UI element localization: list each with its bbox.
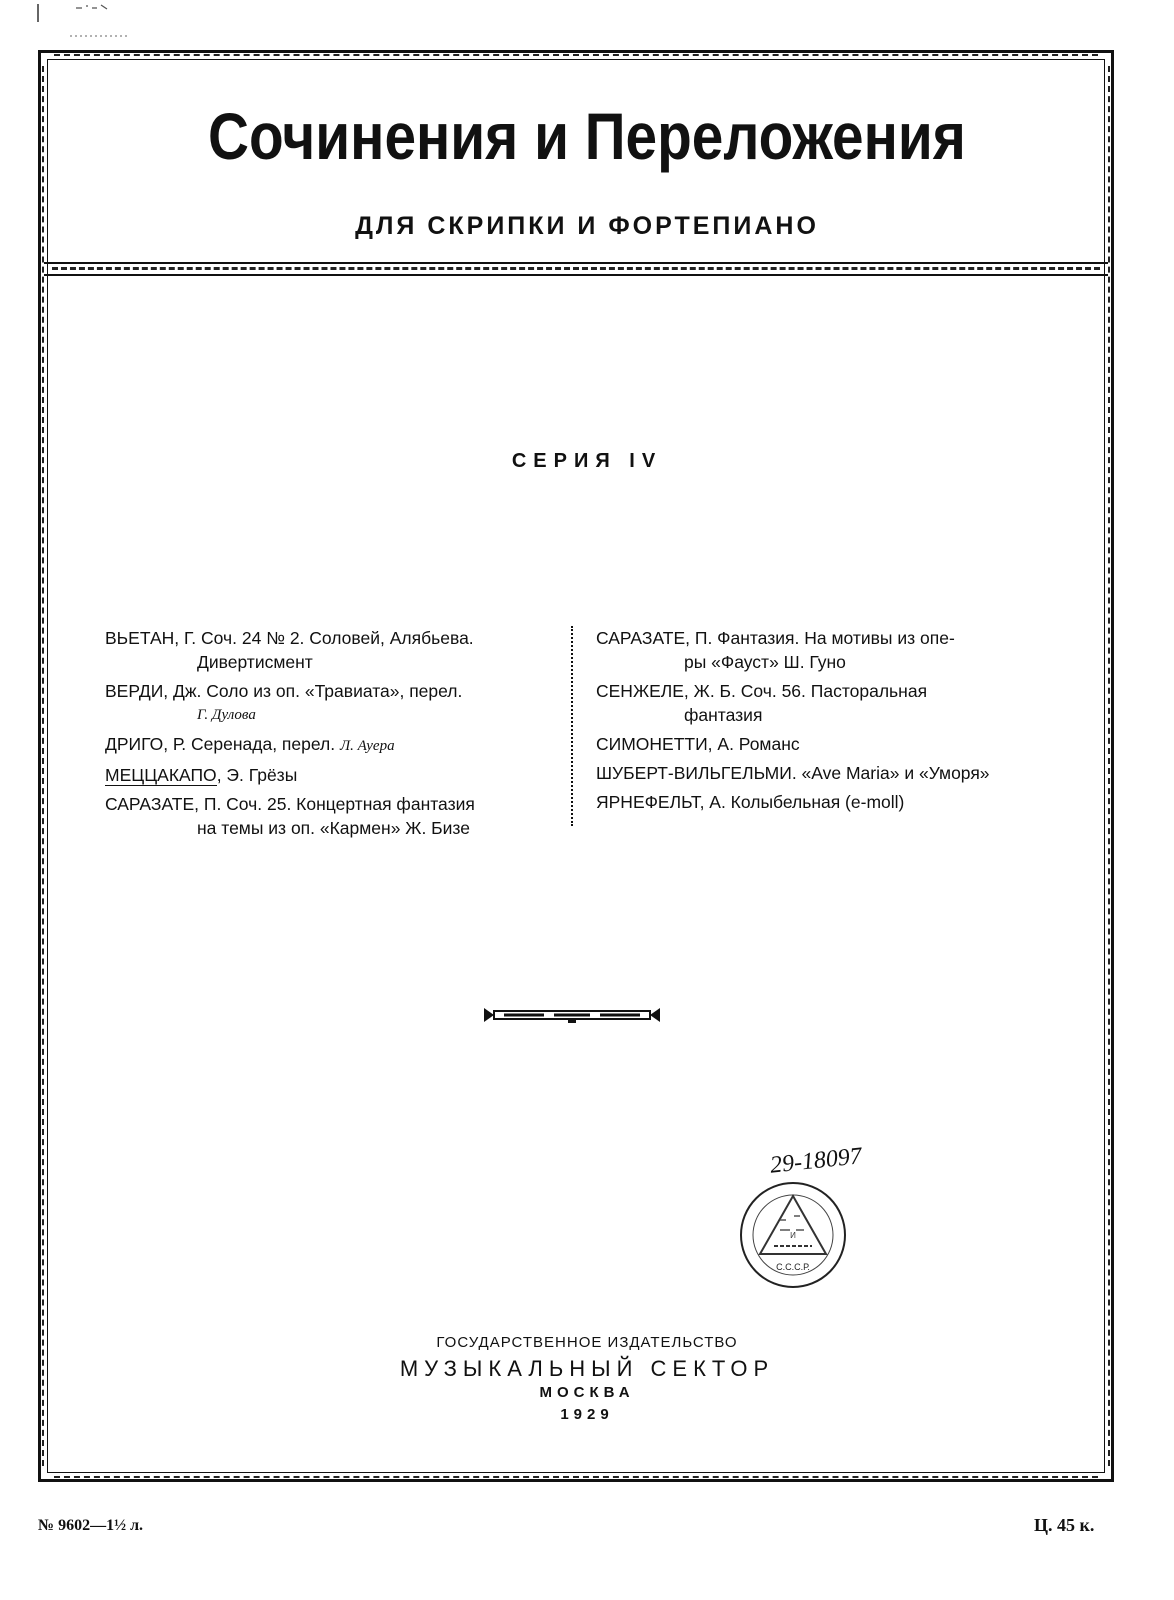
list-item (596, 679, 1046, 727)
entry-arranger: Л. Ауера (339, 738, 395, 754)
publication-year: 1929 (560, 1406, 614, 1423)
price: Ц. 45 к. (1034, 1515, 1095, 1535)
contents-right-column (596, 626, 1046, 819)
list-item (596, 790, 1046, 814)
header-divider-band (44, 262, 1108, 276)
series-label: СЕРИЯ IV (511, 450, 663, 472)
entry-text: ДРИГО, Р. Серенада, перел. (105, 734, 340, 754)
library-stamp (738, 1180, 848, 1290)
page-subtitle: ДЛЯ СКРИПКИ И ФОРТЕПИАНО (355, 212, 819, 240)
top-frame-ornament (54, 54, 1098, 56)
ornament-divider (484, 1006, 660, 1024)
entry-text: САРАЗАТЕ, П. Соч. 25. Концертная фантазия (105, 794, 475, 814)
right-frame-ornament (1108, 66, 1110, 1466)
list-item (596, 761, 1046, 785)
left-frame-ornament (42, 66, 44, 1466)
page-title: Сочинения и Переложения (208, 99, 966, 173)
entry-continuation: на темы из оп. «Кармен» Ж. Бизе (197, 818, 470, 838)
entry-continuation: Дивертисмент (197, 652, 313, 672)
entry-text: ВЕРДИ, Дж. Соло из оп. «Травиата», перел. (105, 681, 463, 701)
stamp-text: С.С.С.Р. (776, 1262, 810, 1272)
entry-composer-underlined: МЕЦЦАКАПО (105, 765, 217, 785)
entry-text: ВЬЕТАН, Г. Соч. 24 № 2. Соловей, Алябьева. (105, 628, 474, 648)
list-item (105, 763, 557, 787)
list-item (596, 626, 1046, 674)
handwritten-inventory-number: 29-18097 (768, 1143, 864, 1179)
bottom-frame-ornament (54, 1476, 1098, 1478)
svg-text:И: И (790, 1231, 796, 1240)
entry-text: , Э. Грёзы (216, 765, 298, 785)
entry-text: САРАЗАТЕ, П. Фантазия. На мотивы из опе- (596, 628, 955, 648)
column-divider (571, 626, 573, 826)
entry-text: ШУБЕРТ-ВИЛЬГЕЛЬМИ. «Ave Maria» и «Уморя» (596, 763, 990, 783)
entry-continuation: фантазия (684, 705, 763, 725)
entry-text: СИМОНЕТТИ, А. Романс (596, 734, 800, 754)
corner-scribble (36, 0, 136, 40)
entry-continuation: ры «Фауст» Ш. Гуно (684, 652, 846, 672)
entry-text: СЕНЖЕЛЕ, Ж. Б. Соч. 56. Пасторальная (596, 681, 928, 701)
catalog-number: № 9602—1½ л. (38, 1517, 144, 1534)
list-item (596, 732, 1046, 756)
publisher-city: МОСКВА (539, 1384, 635, 1401)
publisher-name: ГОСУДАРСТВЕННОЕ ИЗДАТЕЛЬСТВО (436, 1334, 738, 1351)
entry-text: ЯРНЕФЕЛЬТ, А. Колыбельная (e-moll) (596, 792, 905, 812)
list-item (105, 732, 557, 758)
list-item (105, 679, 557, 727)
list-item (105, 792, 557, 840)
entry-arranger: Г. Дулова (197, 707, 256, 723)
publisher-sector: МУЗЫКАЛЬНЫЙ СЕКТОР (399, 1356, 775, 1381)
contents-left-column (105, 626, 557, 845)
list-item (105, 626, 557, 674)
